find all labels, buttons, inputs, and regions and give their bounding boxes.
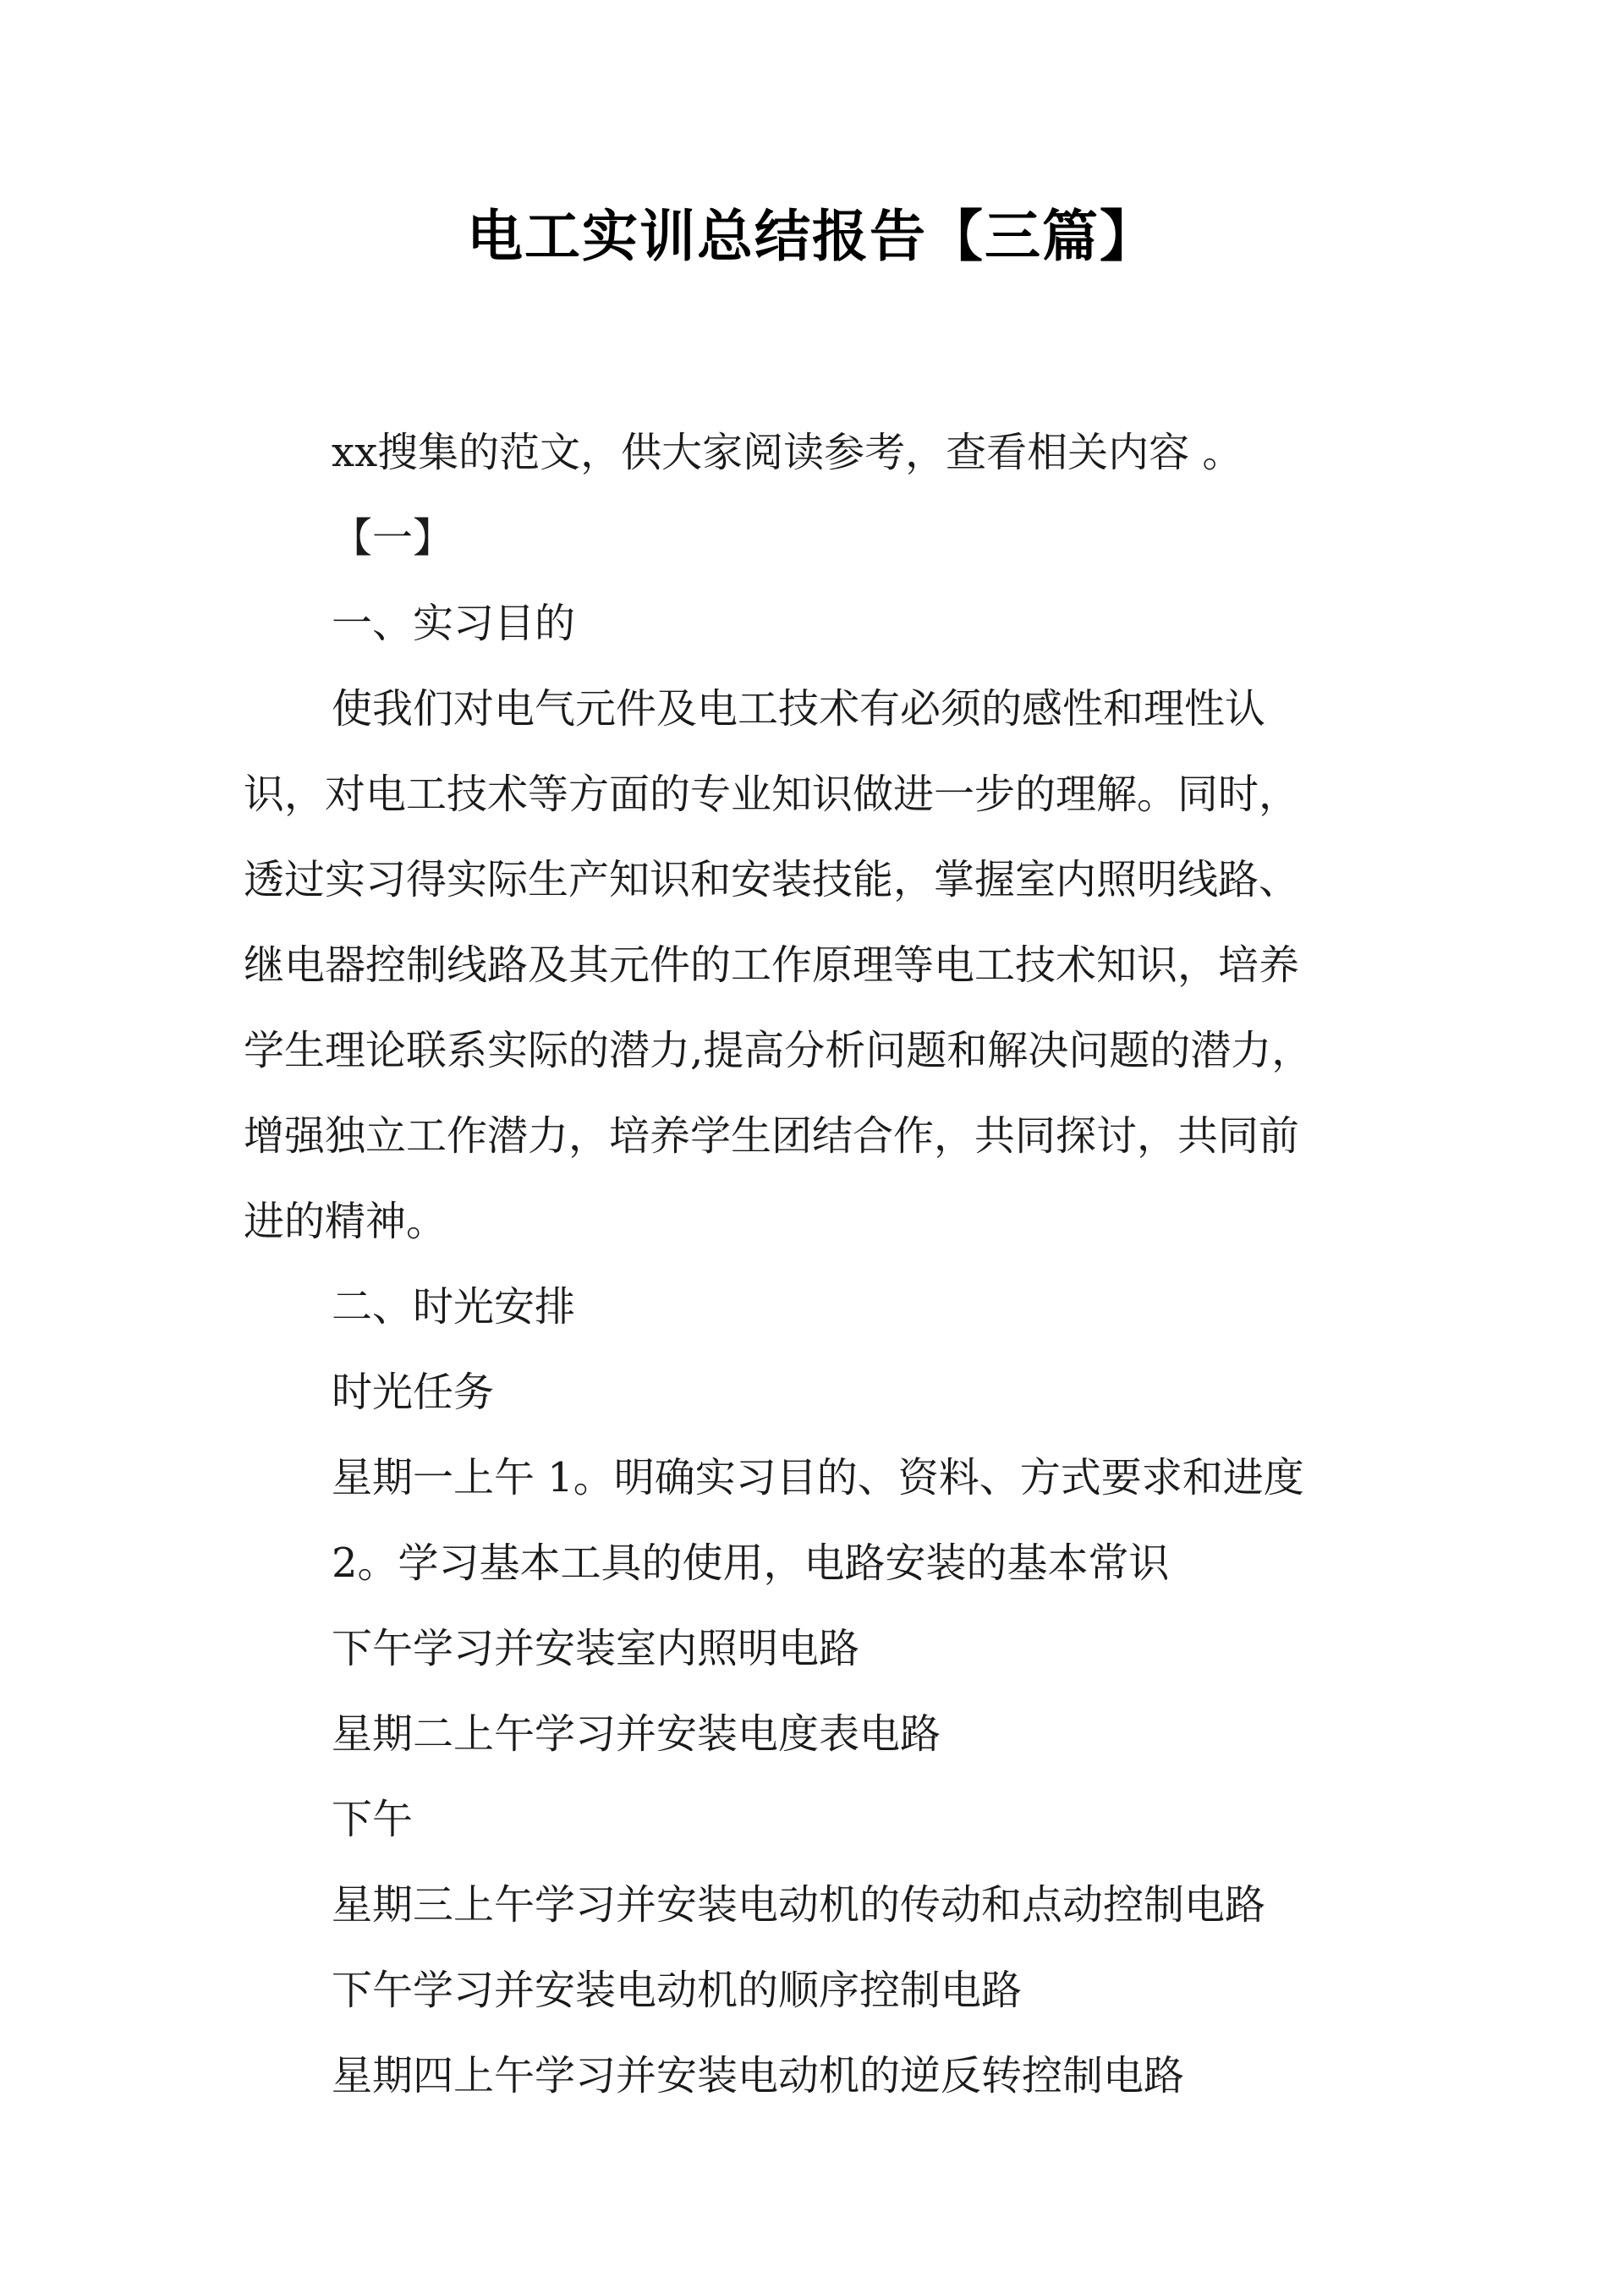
document-body bbox=[244, 410, 1385, 2119]
paragraph-line: 继电器控制线路及其元件的工作原理等电工技术知识，培养 bbox=[244, 941, 1300, 989]
schedule-header: 时光任务 bbox=[332, 1369, 495, 1416]
schedule-line: 星期三上午学习并安装电动机的传动和点动控制电路 bbox=[332, 1881, 1266, 1929]
heading-purpose: 一、实习目的 bbox=[332, 600, 576, 647]
schedule-line: 星期一上午 1。明确实习目的、资料、方式要求和进度 bbox=[332, 1454, 1304, 1501]
schedule-line: 2。学习基本工具的使用，电路安装的基本常识 bbox=[332, 1539, 1170, 1587]
section-marker: 【一】 bbox=[332, 514, 454, 562]
paragraph-line: 透过实习得实际生产知识和安装技能，掌握室内照明线路、 bbox=[244, 856, 1300, 903]
paragraph-line: 学生理论联系实际的潜力,提高分析问题和解决问题的潜力， bbox=[244, 1027, 1313, 1074]
paragraph-line: 进的精神。 bbox=[244, 1198, 447, 1245]
schedule-line: 星期二上午学习并安装电度表电路 bbox=[332, 1710, 941, 1758]
paragraph-line: 识，对电工技术等方面的专业知识做进一步的理解。同时， bbox=[244, 771, 1300, 818]
heading-schedule: 二、时光安排 bbox=[332, 1283, 576, 1331]
schedule-list bbox=[244, 1435, 1385, 2119]
paragraph-purpose bbox=[244, 667, 1385, 1265]
document-title: 电工实训总结报告【三篇】 bbox=[467, 204, 1157, 269]
schedule-line: 下午学习并安装电动机的顺序控制电路 bbox=[332, 1967, 1023, 2014]
schedule-line: 星期四上午学习并安装电动机的逆反转控制电路 bbox=[332, 2052, 1185, 2099]
intro-text: xx搜集的范文，供大家阅读参考，查看相关内容 。 bbox=[332, 429, 1243, 476]
schedule-line: 下午 bbox=[332, 1796, 414, 1843]
schedule-line: 下午学习并安装室内照明电路 bbox=[332, 1625, 860, 1672]
paragraph-line: 增强独立工作潜力，培养学生团结合作，共同探讨，共同前 bbox=[244, 1112, 1300, 1160]
paragraph-line: 使我们对电气元件及电工技术有必须的感性和理性认 bbox=[332, 685, 1266, 733]
